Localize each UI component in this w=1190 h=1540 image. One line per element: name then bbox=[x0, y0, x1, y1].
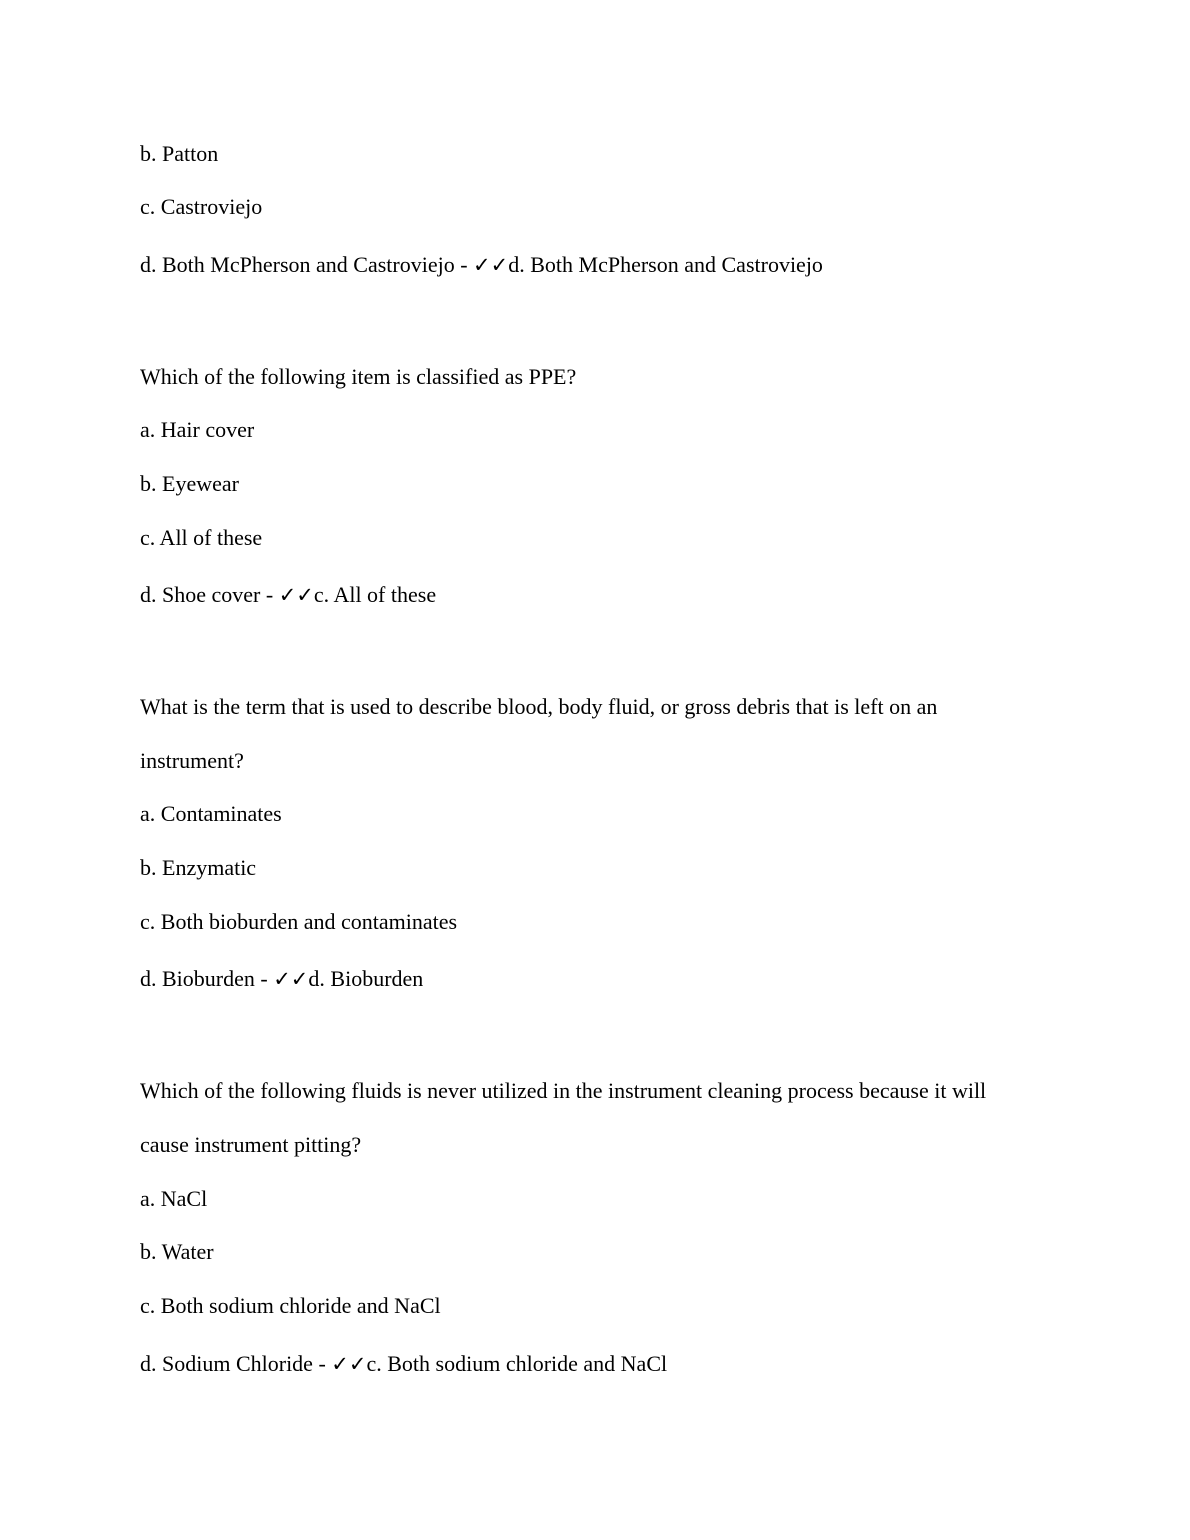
option-b: b. Patton bbox=[140, 141, 219, 166]
double-check-icon: ✓✓ bbox=[331, 1352, 367, 1376]
option-b: b. Water bbox=[140, 1239, 214, 1264]
question-prompt-line-2: instrument? bbox=[140, 748, 244, 773]
option-b: b. Eyewear bbox=[140, 471, 239, 496]
option-c: c. All of these bbox=[140, 525, 263, 550]
option-d-with-answer bbox=[140, 965, 423, 993]
option-b: b. Enzymatic bbox=[140, 855, 257, 880]
option-a: a. Hair cover bbox=[140, 417, 255, 442]
question-prompt: Which of the following item is classified as PPE? bbox=[140, 364, 577, 389]
option-d-with-answer bbox=[140, 251, 823, 279]
correct-answer: d. Bioburden bbox=[308, 966, 424, 991]
double-check-icon: ✓✓ bbox=[273, 967, 309, 991]
option-a: a. NaCl bbox=[140, 1186, 208, 1211]
option-d-with-answer bbox=[140, 581, 436, 609]
double-check-icon: ✓✓ bbox=[278, 583, 314, 607]
question-prompt-line-1: What is the term that is used to describe blood, body fluid, or gross debris that is left on an bbox=[140, 694, 938, 719]
option-c: c. Castroviejo bbox=[140, 194, 263, 219]
double-check-icon: ✓✓ bbox=[473, 253, 509, 277]
correct-answer: c. Both sodium chloride and NaCl bbox=[366, 1351, 668, 1376]
option-a: a. Contaminates bbox=[140, 801, 282, 826]
correct-answer: c. All of these bbox=[313, 582, 437, 607]
option-d-text: d. Bioburden - bbox=[140, 966, 274, 991]
option-d-with-answer bbox=[140, 1350, 667, 1378]
question-prompt-line-1: Which of the following fluids is never utilized in the instrument cleaning process because it will bbox=[140, 1078, 987, 1103]
option-c: c. Both bioburden and contaminates bbox=[140, 909, 458, 934]
option-d-text: d. Both McPherson and Castroviejo - bbox=[140, 252, 474, 277]
option-d-text: d. Sodium Chloride - bbox=[140, 1351, 332, 1376]
option-c: c. Both sodium chloride and NaCl bbox=[140, 1293, 441, 1318]
option-d-text: d. Shoe cover - bbox=[140, 582, 279, 607]
correct-answer: d. Both McPherson and Castroviejo bbox=[508, 252, 823, 277]
question-prompt-line-2: cause instrument pitting? bbox=[140, 1132, 362, 1157]
